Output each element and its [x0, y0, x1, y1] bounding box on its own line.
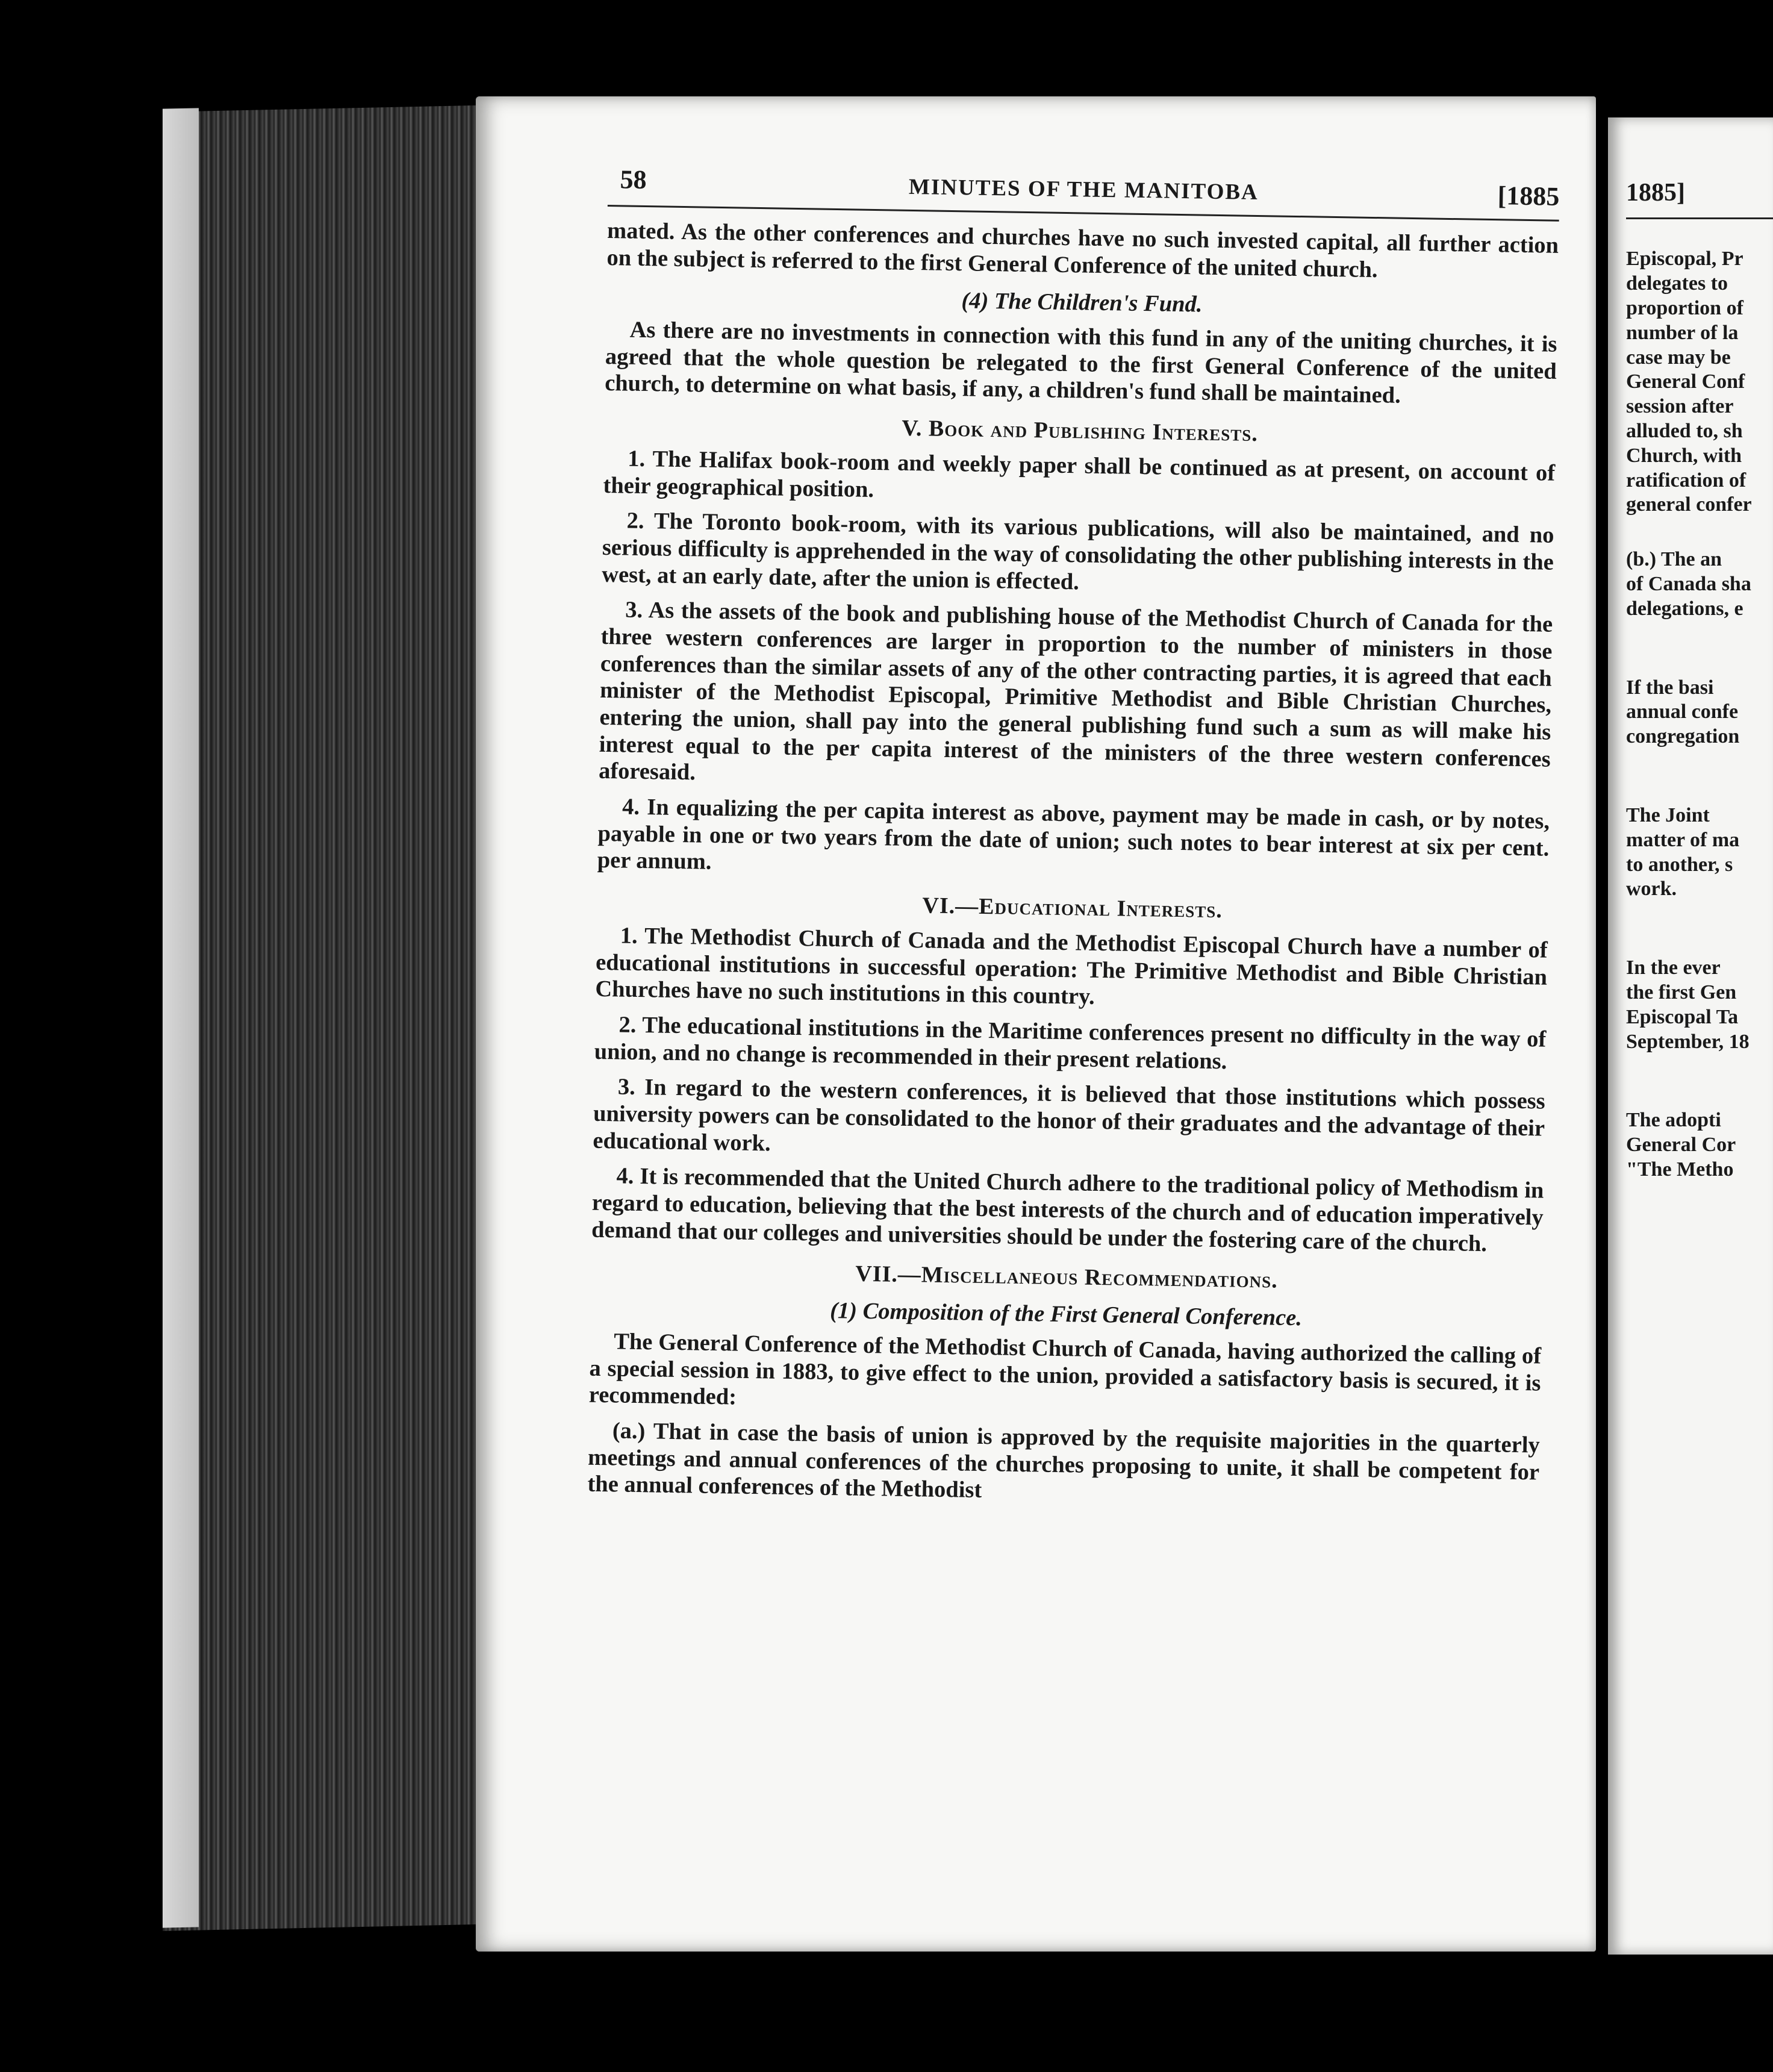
right-line: session after [1626, 395, 1734, 418]
right-line: Episcopal, Pr [1626, 248, 1743, 270]
right-line: Episcopal Ta [1626, 1005, 1739, 1028]
right-line: the first Gen [1626, 981, 1737, 1003]
right-line: proportion of [1626, 296, 1743, 319]
right-line: to another, s [1626, 853, 1733, 876]
book-cover-edge [163, 108, 199, 1927]
right-line: General Cor [1626, 1134, 1736, 1156]
spacer [1626, 622, 1773, 676]
right-line: General Conf [1626, 370, 1745, 393]
right-line: September, 18 [1626, 1030, 1750, 1053]
left-page-text [587, 163, 1560, 1521]
spacer [1626, 749, 1773, 804]
right-line: The adopti [1626, 1109, 1721, 1132]
intro-paragraph: mated. As the other conferences and churches have no such invested capital, all further action on the subject is referred to the first General Conference of the united church. [606, 217, 1559, 282]
right-line: congregation [1626, 725, 1740, 748]
right-line: The Joint [1626, 804, 1710, 826]
right-line: "The Metho [1626, 1158, 1734, 1181]
childrens-fund-paragraph: As there are no investments in connection with this fund in any of the uniting churches, it is agreed that the whole question be relegated to the first General Conference of the united church, to determine on what basis, if any, a children's fund shall be maintained. [604, 317, 1557, 408]
right-line: In the ever [1626, 956, 1721, 979]
right-line: number of la [1626, 321, 1739, 344]
right-line: annual confe [1626, 701, 1739, 723]
right-line: work. [1626, 878, 1677, 900]
right-line: ratification of [1626, 469, 1747, 491]
right-line: delegates to [1626, 272, 1728, 295]
right-line: matter of ma [1626, 828, 1740, 851]
section-vi-heading: VI.—Educational Interests. [922, 893, 1223, 923]
right-running-year: 1885] [1626, 178, 1773, 219]
childrens-fund-heading: (4) The Children's Fund. [961, 288, 1203, 317]
section-v-item-3: 3. As the assets of the book and publishing house of the Methodist Church of Canada for the three western conferences are larger in proportion to the number of ministers in those conferences than the similar assets of any of the other contracting parties, it is agreed that each minister of the Methodist Episcopal, Primitive Methodist and Bible Christian Churches, entering the union, shall pay into the general publishing fund such a sum as will make his interest equal to the per capita interest of the ministers of the three western conferences aforesaid. [598, 597, 1553, 785]
right-line: delegations, e [1626, 597, 1743, 620]
right-line: alluded to, sh [1626, 419, 1743, 442]
section-v-item-2: 2. The Toronto book-room, with its various publications, will also be maintained, and no serious difficulty is apprehended in the way of consolidating the other publishing interests in the west, at an early date, after the union is effected. [601, 508, 1554, 595]
spacer [1626, 517, 1773, 548]
right-line: of Canada sha [1626, 572, 1751, 595]
section-vi-item-3: 3. In regard to the western conferences, it is believed that those institutions which possess university powers can be consolidated to the honor of their graduates and the advantage of their educational work. [593, 1074, 1546, 1156]
right-line: case may be [1626, 346, 1731, 369]
section-vi-item-4: 4. It is recommended that the United Church adhere to the traditional policy of Methodism in regard to education, believing that the best interests of the church and of education imperatively demand that our colleges and universities should be under the fostering care of the church. [591, 1163, 1544, 1256]
section-vii-heading: VII.—Miscellaneous Recommendations. [855, 1261, 1279, 1293]
book-page-edges [163, 105, 500, 1931]
spacer [1626, 1054, 1773, 1108]
spacer [1626, 902, 1773, 956]
right-page [1608, 117, 1773, 1955]
section-v-item-1: 1. The Halifax book-room and weekly paper shall be continued as at present, on account of their geographical position. [603, 446, 1556, 502]
right-line: If the basi [1626, 676, 1714, 699]
right-line: Church, with [1626, 444, 1742, 467]
right-line: (b.) The an [1626, 548, 1722, 571]
general-conference-paragraph: The General Conference of the Methodist Church of Canada, having authorized the calling of a special session in 1883, to give effect to the union, provided a satisfactory basis is secured, it is recommended: [588, 1329, 1542, 1410]
page-number: 58 [620, 164, 647, 195]
right-line: general confer [1626, 493, 1752, 516]
composition-heading: (1) Composition of the First General Conference. [829, 1298, 1303, 1331]
right-page-text [1626, 178, 1773, 1182]
section-vi-item-1: 1. The Methodist Church of Canada and the Methodist Episcopal Church have a number of educational institutions in successful operation: The Primitive Methodist and Bible Christian Churches have no such institutions in this country. [595, 923, 1548, 1010]
section-vi-item-2: 2. The educational institutions in the Maritime conferences present no difficulty in the way of union, and no change is recommended in their present relations. [594, 1012, 1547, 1074]
section-v-heading: V. Book and Publishing Interests. [902, 415, 1259, 446]
running-title: MINUTES OF THE MANITOBA [908, 174, 1259, 205]
running-year: [1885 [1497, 181, 1560, 211]
section-v-item-4: 4. In equalizing the per capita interest as above, payment may be made in cash, or by notes, payable in one or two years from the date of union; such notes to bear interest at six per cent. per annum. [597, 794, 1550, 875]
item-a-paragraph: (a.) That in case the basis of union is approved by the requisite majorities in the quarterly meetings and annual conferences of the churches proposing to unite, it shall be competent for the annual conferences of the Methodist [587, 1418, 1541, 1503]
